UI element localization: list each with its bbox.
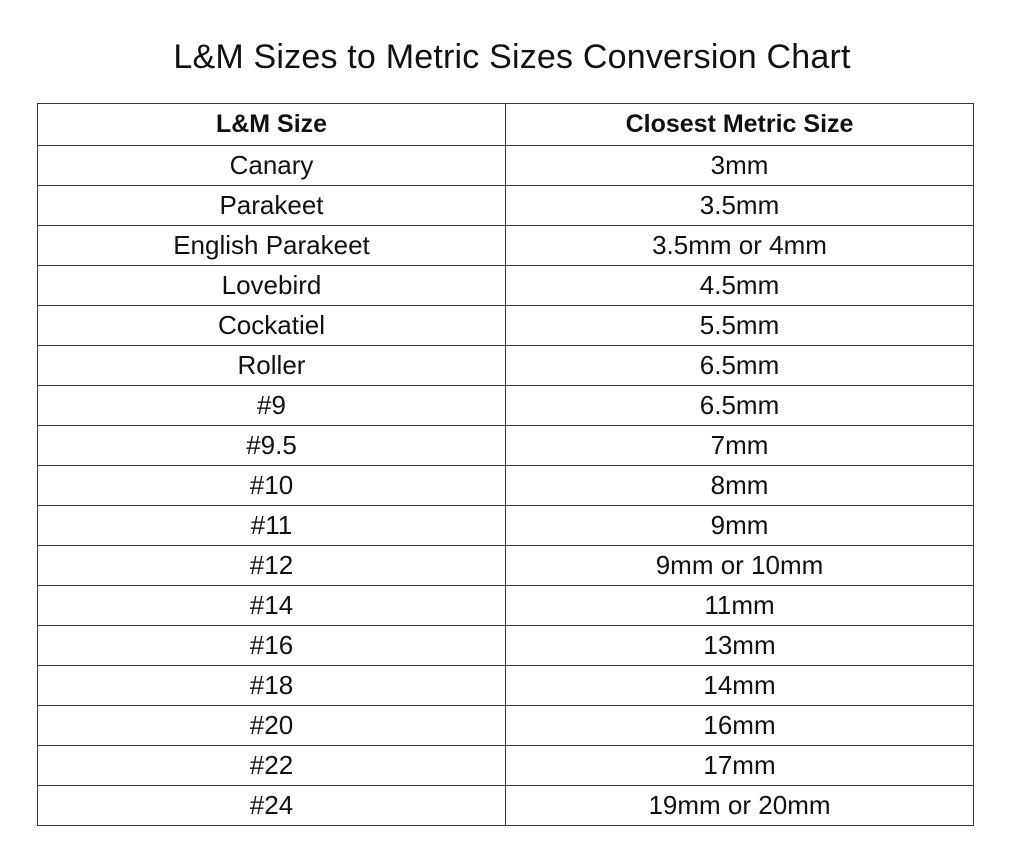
- metric-size-cell: 19mm or 20mm: [506, 786, 974, 826]
- table-row: [38, 306, 974, 346]
- conversion-table: [37, 103, 974, 826]
- lm-size-cell: #20: [38, 706, 506, 746]
- table-row: [38, 746, 974, 786]
- metric-size-cell: 17mm: [506, 746, 974, 786]
- table-row: [38, 786, 974, 826]
- metric-size-cell: 8mm: [506, 466, 974, 506]
- table-row: [38, 626, 974, 666]
- lm-size-cell: Roller: [38, 346, 506, 386]
- metric-size-cell: 3.5mm or 4mm: [506, 226, 974, 266]
- metric-size-cell: 3.5mm: [506, 186, 974, 226]
- lm-size-cell: Canary: [38, 146, 506, 186]
- lm-size-cell: #16: [38, 626, 506, 666]
- table-row: [38, 586, 974, 626]
- metric-size-cell: 16mm: [506, 706, 974, 746]
- table-row: [38, 266, 974, 306]
- table-row: [38, 226, 974, 266]
- metric-size-cell: 6.5mm: [506, 386, 974, 426]
- table-row: [38, 346, 974, 386]
- metric-size-cell: 3mm: [506, 146, 974, 186]
- metric-size-cell: 9mm: [506, 506, 974, 546]
- metric-size-cell: 11mm: [506, 586, 974, 626]
- metric-size-cell: 5.5mm: [506, 306, 974, 346]
- metric-size-cell: 9mm or 10mm: [506, 546, 974, 586]
- table-row: [38, 386, 974, 426]
- table-header-row: [38, 104, 974, 146]
- lm-size-cell: #12: [38, 546, 506, 586]
- column-header-metric-size: Closest Metric Size: [506, 104, 974, 146]
- table-row: [38, 546, 974, 586]
- lm-size-cell: Lovebird: [38, 266, 506, 306]
- table-row: [38, 506, 974, 546]
- lm-size-cell: Parakeet: [38, 186, 506, 226]
- metric-size-cell: 14mm: [506, 666, 974, 706]
- lm-size-cell: English Parakeet: [38, 226, 506, 266]
- table-row: [38, 706, 974, 746]
- lm-size-cell: #9.5: [38, 426, 506, 466]
- table-row: [38, 426, 974, 466]
- lm-size-cell: #14: [38, 586, 506, 626]
- page-title: L&M Sizes to Metric Sizes Conversion Chart: [173, 38, 851, 76]
- table-row: [38, 666, 974, 706]
- table-body: [38, 146, 974, 826]
- metric-size-cell: 7mm: [506, 426, 974, 466]
- table-row: [38, 186, 974, 226]
- lm-size-cell: #11: [38, 506, 506, 546]
- lm-size-cell: #10: [38, 466, 506, 506]
- lm-size-cell: #18: [38, 666, 506, 706]
- table-row: [38, 466, 974, 506]
- lm-size-cell: #9: [38, 386, 506, 426]
- metric-size-cell: 6.5mm: [506, 346, 974, 386]
- metric-size-cell: 4.5mm: [506, 266, 974, 306]
- lm-size-cell: Cockatiel: [38, 306, 506, 346]
- metric-size-cell: 13mm: [506, 626, 974, 666]
- lm-size-cell: #24: [38, 786, 506, 826]
- column-header-lm-size: L&M Size: [38, 104, 506, 146]
- lm-size-cell: #22: [38, 746, 506, 786]
- table-row: [38, 146, 974, 186]
